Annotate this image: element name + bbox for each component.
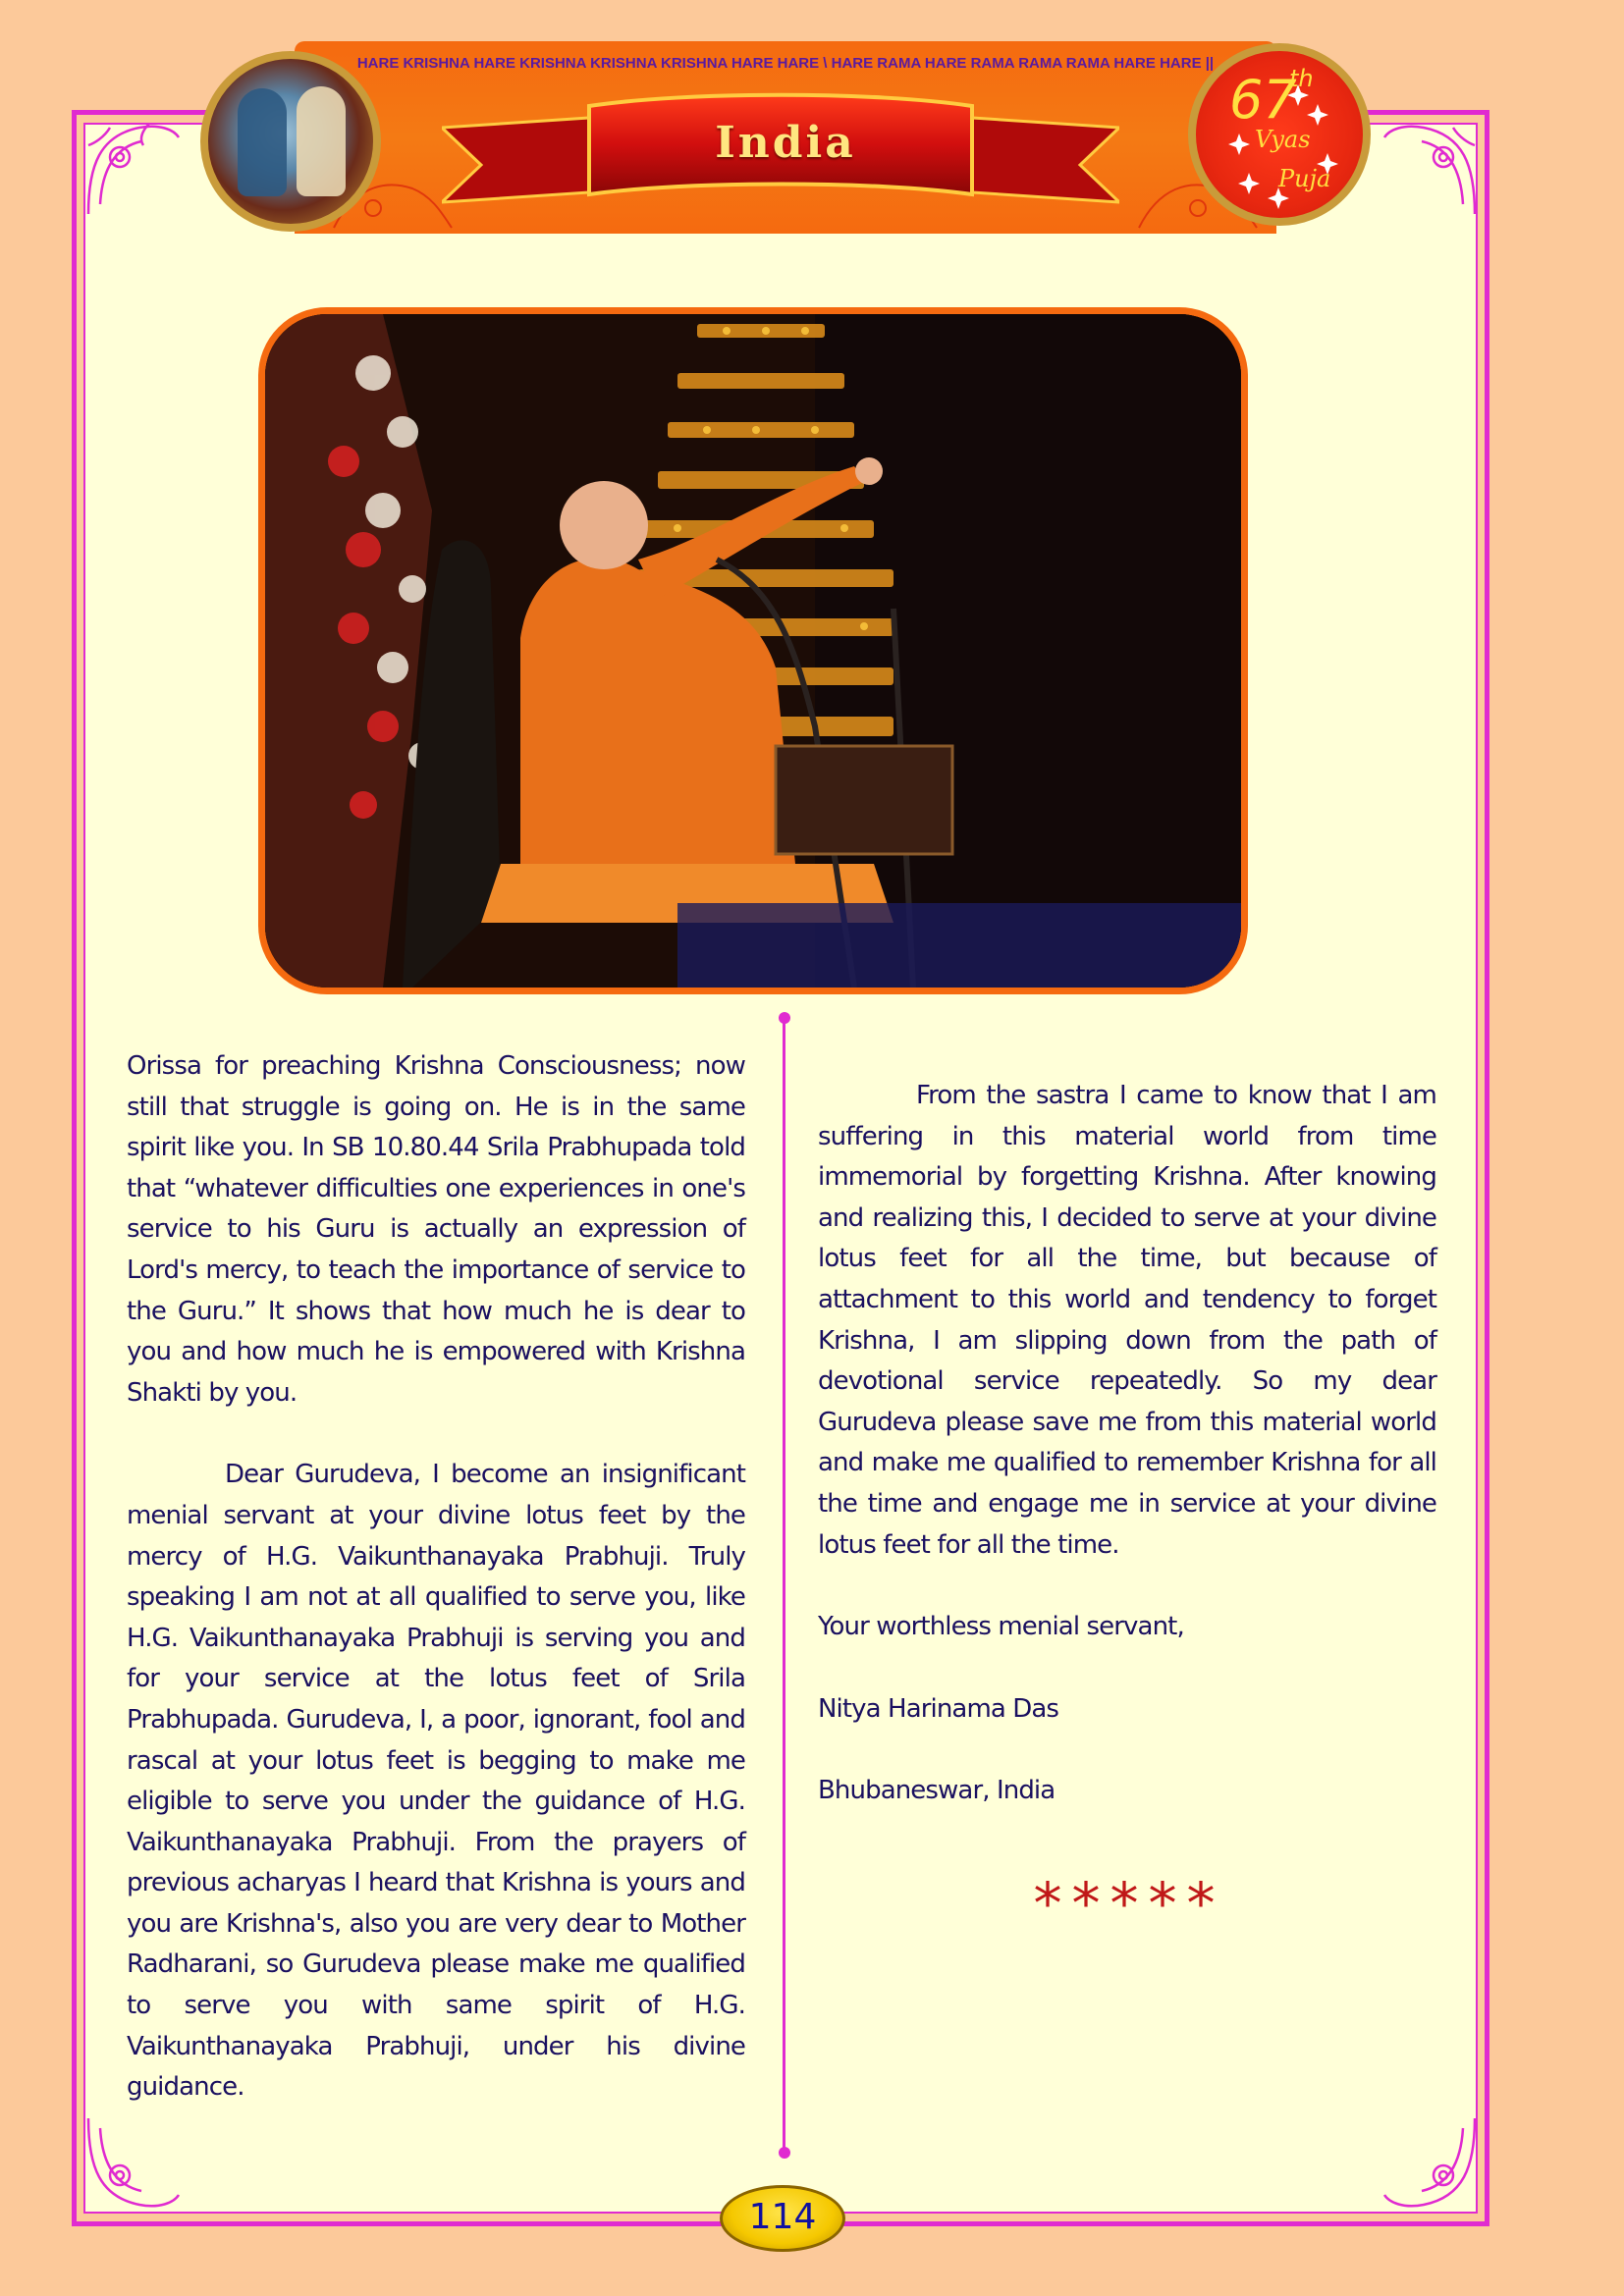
left-paragraph-2: Dear Gurudeva, I become an insignificant menial servant at your divine lotus feet by the mercy of H.G. Vaikunthanayaka Prabhuji. Truly speaking I am not at all qualified to serve you, like H.G. Vaikunthanayaka Prabhuji is serving you and for your service at the lotus feet of Srila Prabhupada. Gurudeva, I, a poor, ignorant, fool and rascal at your lotus feet is begging to make me eligible to serve you under the guidance of H.G. Vaikunthanayaka Prabhuji. From the prayers of previous acharyas I heard that Krishna is yours and you are Krishna's, also you are very dear to Mother Radharani, so Gurudeva please make me qualified to serve you with same spirit of H.G. Vaikunthanayaka Prabhuji, under his divine guidance. xyxy=(127,1460,745,2103)
deity-medallion xyxy=(200,51,381,232)
badge-puja: Puja xyxy=(1278,165,1331,192)
page-number: 114 xyxy=(748,2197,817,2237)
corner-flourish-icon xyxy=(81,2109,189,2216)
author-place: Bhubaneswar, India xyxy=(818,1776,1056,1806)
photo-speaker-at-kirtan xyxy=(258,307,1248,994)
badge-vyas: Vyas xyxy=(1255,126,1311,153)
author-name: Nitya Harinama Das xyxy=(818,1693,1059,1724)
section-separator: ***** xyxy=(1033,1870,1225,1937)
mantra-text: HARE KRISHNA HARE KRISHNA KRISHNA KRISHNA HARE HARE \ HARE RAMA HARE RAMA RAMA RAMA HARE HARE || xyxy=(356,55,1215,72)
right-text-column xyxy=(818,1076,1436,1812)
right-paragraph-1: From the sastra I came to know that I am suffering in this material world from time immemorial by forgetting Krishna. After knowing and realizing this, I decided to serve at your divine lotus feet for all the time, but because of attachment to this world and tendency to forget Krishna, I am slipping down from the path of devotional service repeatedly. So my dear Gurudeva please save me from this material world and make me qualified to remember Krishna for all the time and engage me in service at your divine lotus feet for all the time. xyxy=(818,1081,1436,1560)
column-divider xyxy=(783,1017,785,2154)
paragraph-gap xyxy=(818,1648,1436,1689)
left-paragraph-1: Orissa for preaching Krishna Consciousness; now still that struggle is going on. He is in the same spirit like you. In SB 10.80.44 Srila Prabhupada told that “whatever difficulties one experiences in one's service to his Guru is actually an expression of Lord's mercy, to teach the importance of service to the Guru.” It shows that how much he is dear to you and how much he is empowered with Krishna Shakti by you. xyxy=(127,1051,745,1408)
badge-suffix: th xyxy=(1289,65,1314,92)
corner-flourish-icon xyxy=(81,116,189,224)
paragraph-gap xyxy=(127,1414,745,1455)
paragraph-gap xyxy=(818,1566,1436,1607)
deity-radha-figure xyxy=(297,86,346,196)
divider-top-dot xyxy=(779,1012,790,1024)
paragraph-gap xyxy=(818,1730,1436,1771)
badge-number: 67 xyxy=(1229,69,1297,131)
page-title: India xyxy=(715,118,856,168)
left-text-column xyxy=(127,1046,745,2109)
closing-line: Your worthless menial servant, xyxy=(818,1612,1184,1642)
deity-krishna-figure xyxy=(238,88,287,196)
corner-flourish-icon xyxy=(1375,116,1483,224)
divider-bottom-dot xyxy=(779,2147,790,2159)
corner-flourish-icon xyxy=(1375,2109,1483,2216)
